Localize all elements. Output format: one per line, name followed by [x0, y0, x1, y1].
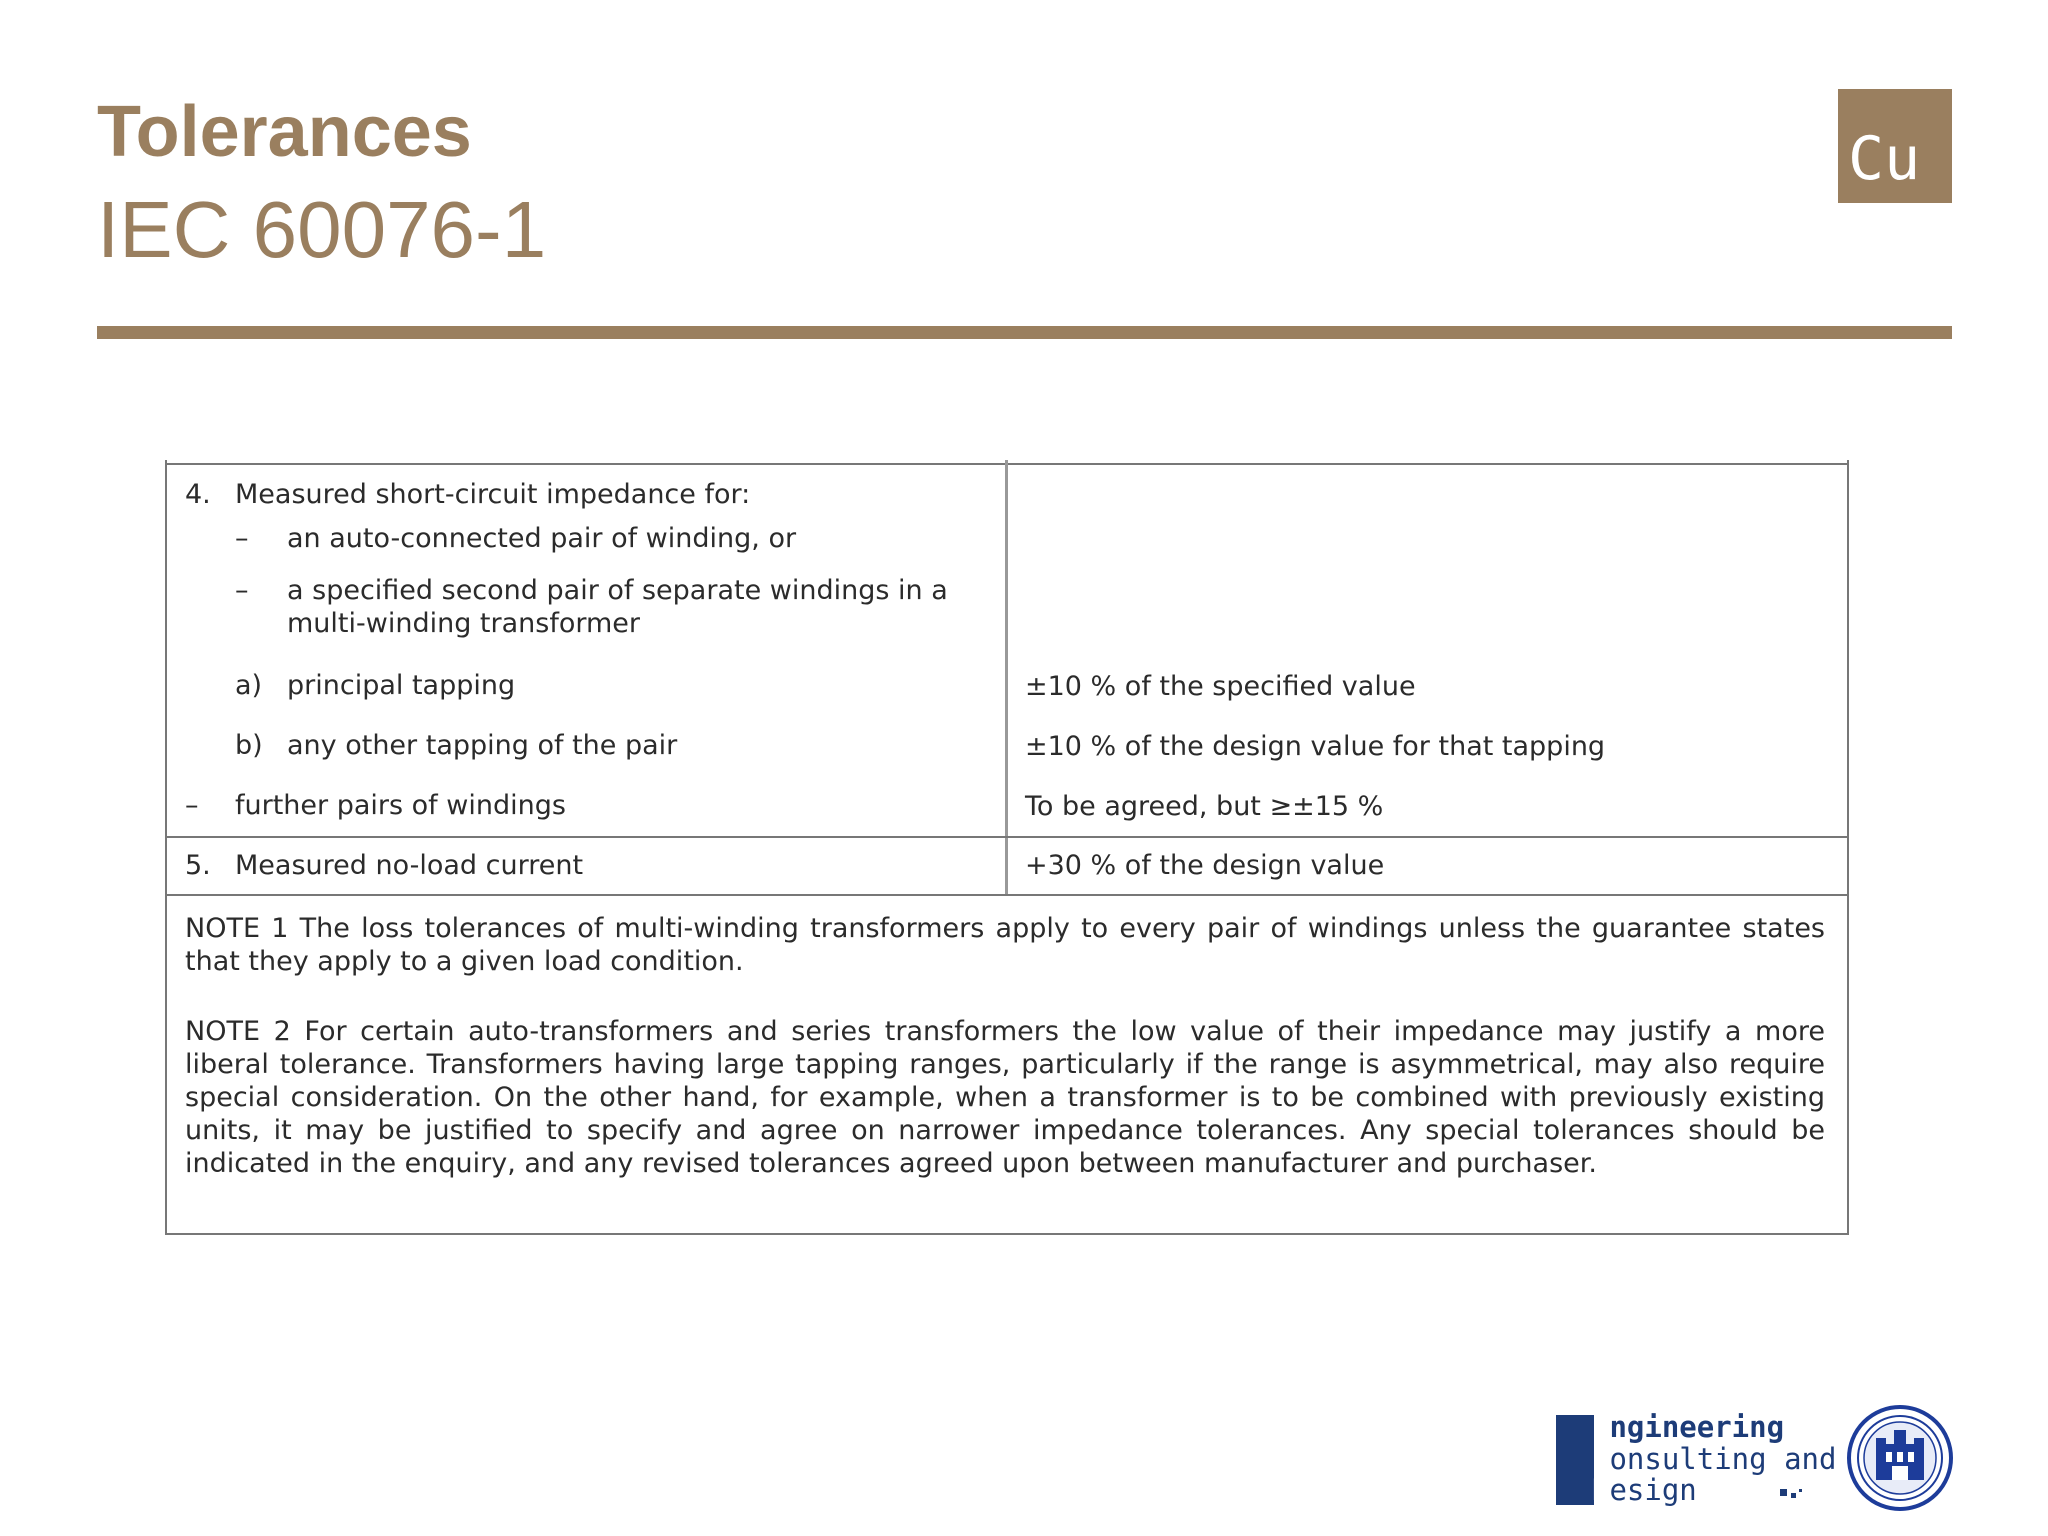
table-right-border	[1847, 460, 1849, 1235]
table-bottom-border	[165, 1233, 1849, 1235]
university-seal-icon	[1846, 1404, 1954, 1512]
ecd-logo-word-design: esign	[1609, 1473, 1697, 1507]
item4-sub-2-line1: a specified second pair of separate windings in a	[287, 575, 948, 606]
row-divider-item5	[165, 836, 1849, 838]
ecd-logo-line-1	[1592, 1410, 1785, 1444]
item5-value: +30 % of the design value	[1025, 850, 1385, 881]
ecd-logo	[1556, 1410, 1837, 1507]
item4-sub-2-line2: multi-winding transformer	[287, 608, 640, 639]
item4-dash-1: –	[235, 523, 249, 554]
ecd-logo-initial-c: C	[1592, 1442, 1610, 1476]
note-2: NOTE 2 For certain auto-transformers and series transformers the low value of their impedance may justify a more liberal tolerance. Transformers having large tapping ranges, particularly if the range is asymmetrical, may also require special consideration. On the other hand, for example, when a transformer is to be combined with previously existing units, it may be justified to specify and agree on narrower impedance tolerances. Any special tolerances should be indicated in the enquiry, and any revised tolerances agreed upon between manufacturer and purchaser.	[185, 1016, 1825, 1179]
item4-sub-1: an auto-connected pair of winding, or	[287, 523, 797, 554]
item4-b-value: ±10 % of the design value for that tapping	[1025, 731, 1606, 762]
table-left-border	[165, 460, 167, 1235]
note-1: NOTE 1 The loss tolerances of multi-winding transformers apply to every pair of windings unless the guarantee states that they apply to a given load condition.	[185, 913, 1825, 977]
slide-title: Tolerances	[97, 92, 472, 172]
ecd-logo-line-3	[1592, 1473, 1697, 1507]
cu-badge: Cu	[1838, 89, 1952, 203]
item4-further-label: further pairs of windings	[235, 790, 566, 821]
ecd-logo-word-engineering: ngineering	[1609, 1410, 1785, 1444]
tolerance-table-excerpt	[165, 460, 1849, 1235]
item5-number: 5.	[185, 850, 211, 881]
ecd-logo-initial-e: E	[1592, 1410, 1610, 1444]
ecd-logo-initial-d: D	[1592, 1473, 1610, 1507]
item5-label: Measured no-load current	[235, 850, 584, 881]
item4-dash-2: –	[235, 575, 249, 606]
item4-a-marker: a)	[235, 670, 263, 701]
item4-a-value: ±10 % of the specified value	[1025, 671, 1416, 702]
item4-label: Measured short-circuit impedance for:	[235, 479, 751, 510]
item4-number: 4.	[185, 479, 211, 510]
item4-further-dash: –	[185, 790, 199, 821]
item4-b-marker: b)	[235, 730, 263, 761]
item4-a-label: principal tapping	[287, 670, 516, 701]
row-divider-notes	[165, 894, 1849, 896]
slide-subtitle: IEC 60076-1	[97, 185, 547, 274]
title-rule	[97, 326, 1952, 339]
ecd-logo-word-consulting: onsulting and	[1609, 1442, 1837, 1476]
ecd-logo-line-2	[1592, 1442, 1837, 1476]
column-divider	[1005, 460, 1008, 895]
item4-further-value: To be agreed, but ≥±15 %	[1025, 791, 1384, 822]
item4-b-label: any other tapping of the pair	[287, 730, 678, 761]
ecd-logo-bar	[1556, 1415, 1594, 1505]
ecd-logo-dots-icon	[1780, 1487, 1804, 1499]
